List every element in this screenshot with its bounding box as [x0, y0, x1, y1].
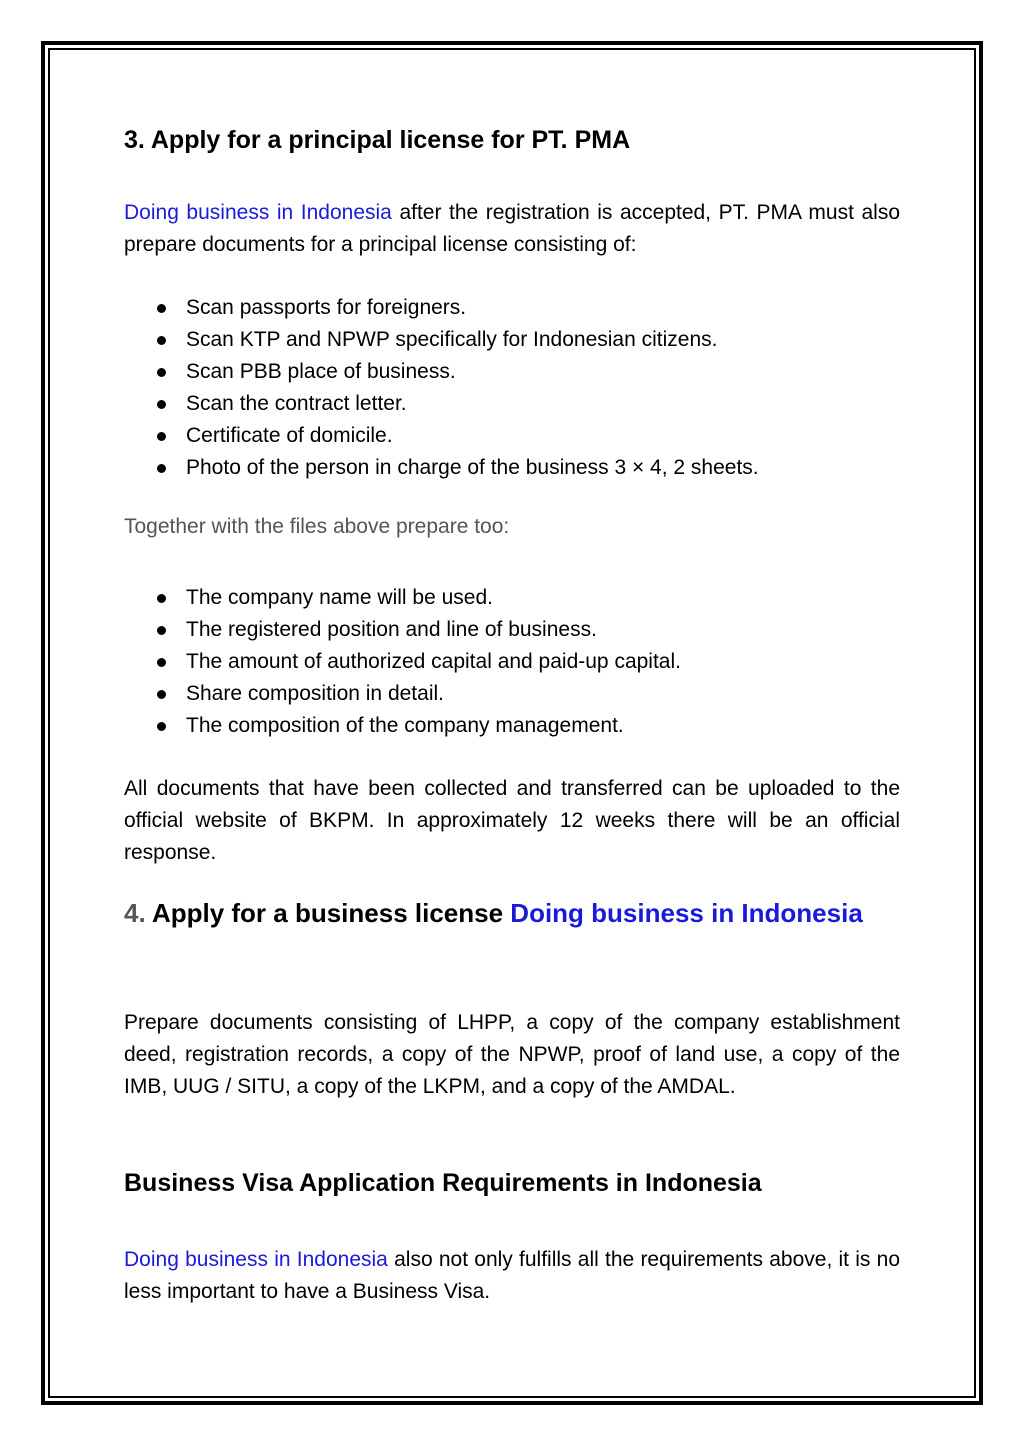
additional-requirements-list	[124, 582, 900, 742]
visa-heading: Business Visa Application Requirements in Indonesia	[124, 1169, 762, 1197]
section-4-heading-link[interactable]: Doing business in Indonesia	[510, 898, 863, 928]
section-4-number: 4.	[124, 898, 146, 928]
bullet-icon	[157, 658, 166, 667]
section-4-heading	[124, 895, 900, 932]
list-item: The registered position and line of business.	[124, 614, 900, 646]
together-text: Together with the files above prepare too:	[124, 515, 510, 538]
list-item: The composition of the company management.	[124, 710, 900, 742]
visa-doing-business-link[interactable]: Doing business in Indonesia	[124, 1248, 388, 1271]
bullet-icon	[157, 368, 166, 377]
list-item: Scan KTP and NPWP specifically for Indonesian citizens.	[124, 324, 900, 356]
bullet-icon	[157, 626, 166, 635]
list-item: Scan the contract letter.	[124, 388, 900, 420]
bullet-icon	[157, 722, 166, 731]
list-item: The company name will be used.	[124, 582, 900, 614]
doing-business-link[interactable]: Doing business in Indonesia	[124, 201, 392, 224]
section-4-body: Prepare documents consisting of LHPP, a copy of the company establishment deed, registration records, a copy of the NPWP, proof of land use, a copy of the IMB, UUG / SITU, a copy of the LKPM, and a copy of the AMDAL.	[124, 1011, 900, 1098]
list-item: Certificate of domicile.	[124, 420, 900, 452]
list-item: The amount of authorized capital and paid-up capital.	[124, 646, 900, 678]
bullet-icon	[157, 304, 166, 313]
list-item: Scan PBB place of business.	[124, 356, 900, 388]
section-3-intro	[124, 197, 900, 261]
bullet-icon	[157, 464, 166, 473]
list-item: Scan passports for foreigners.	[124, 292, 900, 324]
section-3-intro-text: after the registration is accepted, PT. PMA must also prepare documents for a principal license consisting of:	[124, 201, 900, 256]
section-3-heading: 3. Apply for a principal license for PT. PMA	[124, 126, 631, 154]
list-item: Share composition in detail.	[124, 678, 900, 710]
principal-license-documents-list	[124, 292, 900, 484]
section-3-closing: All documents that have been collected and transferred can be uploaded to the official website of BKPM. In approximately 12 weeks there will be an official response.	[124, 777, 900, 864]
visa-body-text: also not only fulfills all the requirements above, it is no less important to have a Business Visa.	[124, 1248, 900, 1303]
visa-body	[124, 1244, 900, 1308]
bullet-icon	[157, 400, 166, 409]
list-item: Photo of the person in charge of the business 3 × 4, 2 sheets.	[124, 452, 900, 484]
section-4-heading-text: Apply for a business license	[145, 898, 511, 928]
bullet-icon	[157, 690, 166, 699]
bullet-icon	[157, 594, 166, 603]
bullet-icon	[157, 336, 166, 345]
bullet-icon	[157, 432, 166, 441]
